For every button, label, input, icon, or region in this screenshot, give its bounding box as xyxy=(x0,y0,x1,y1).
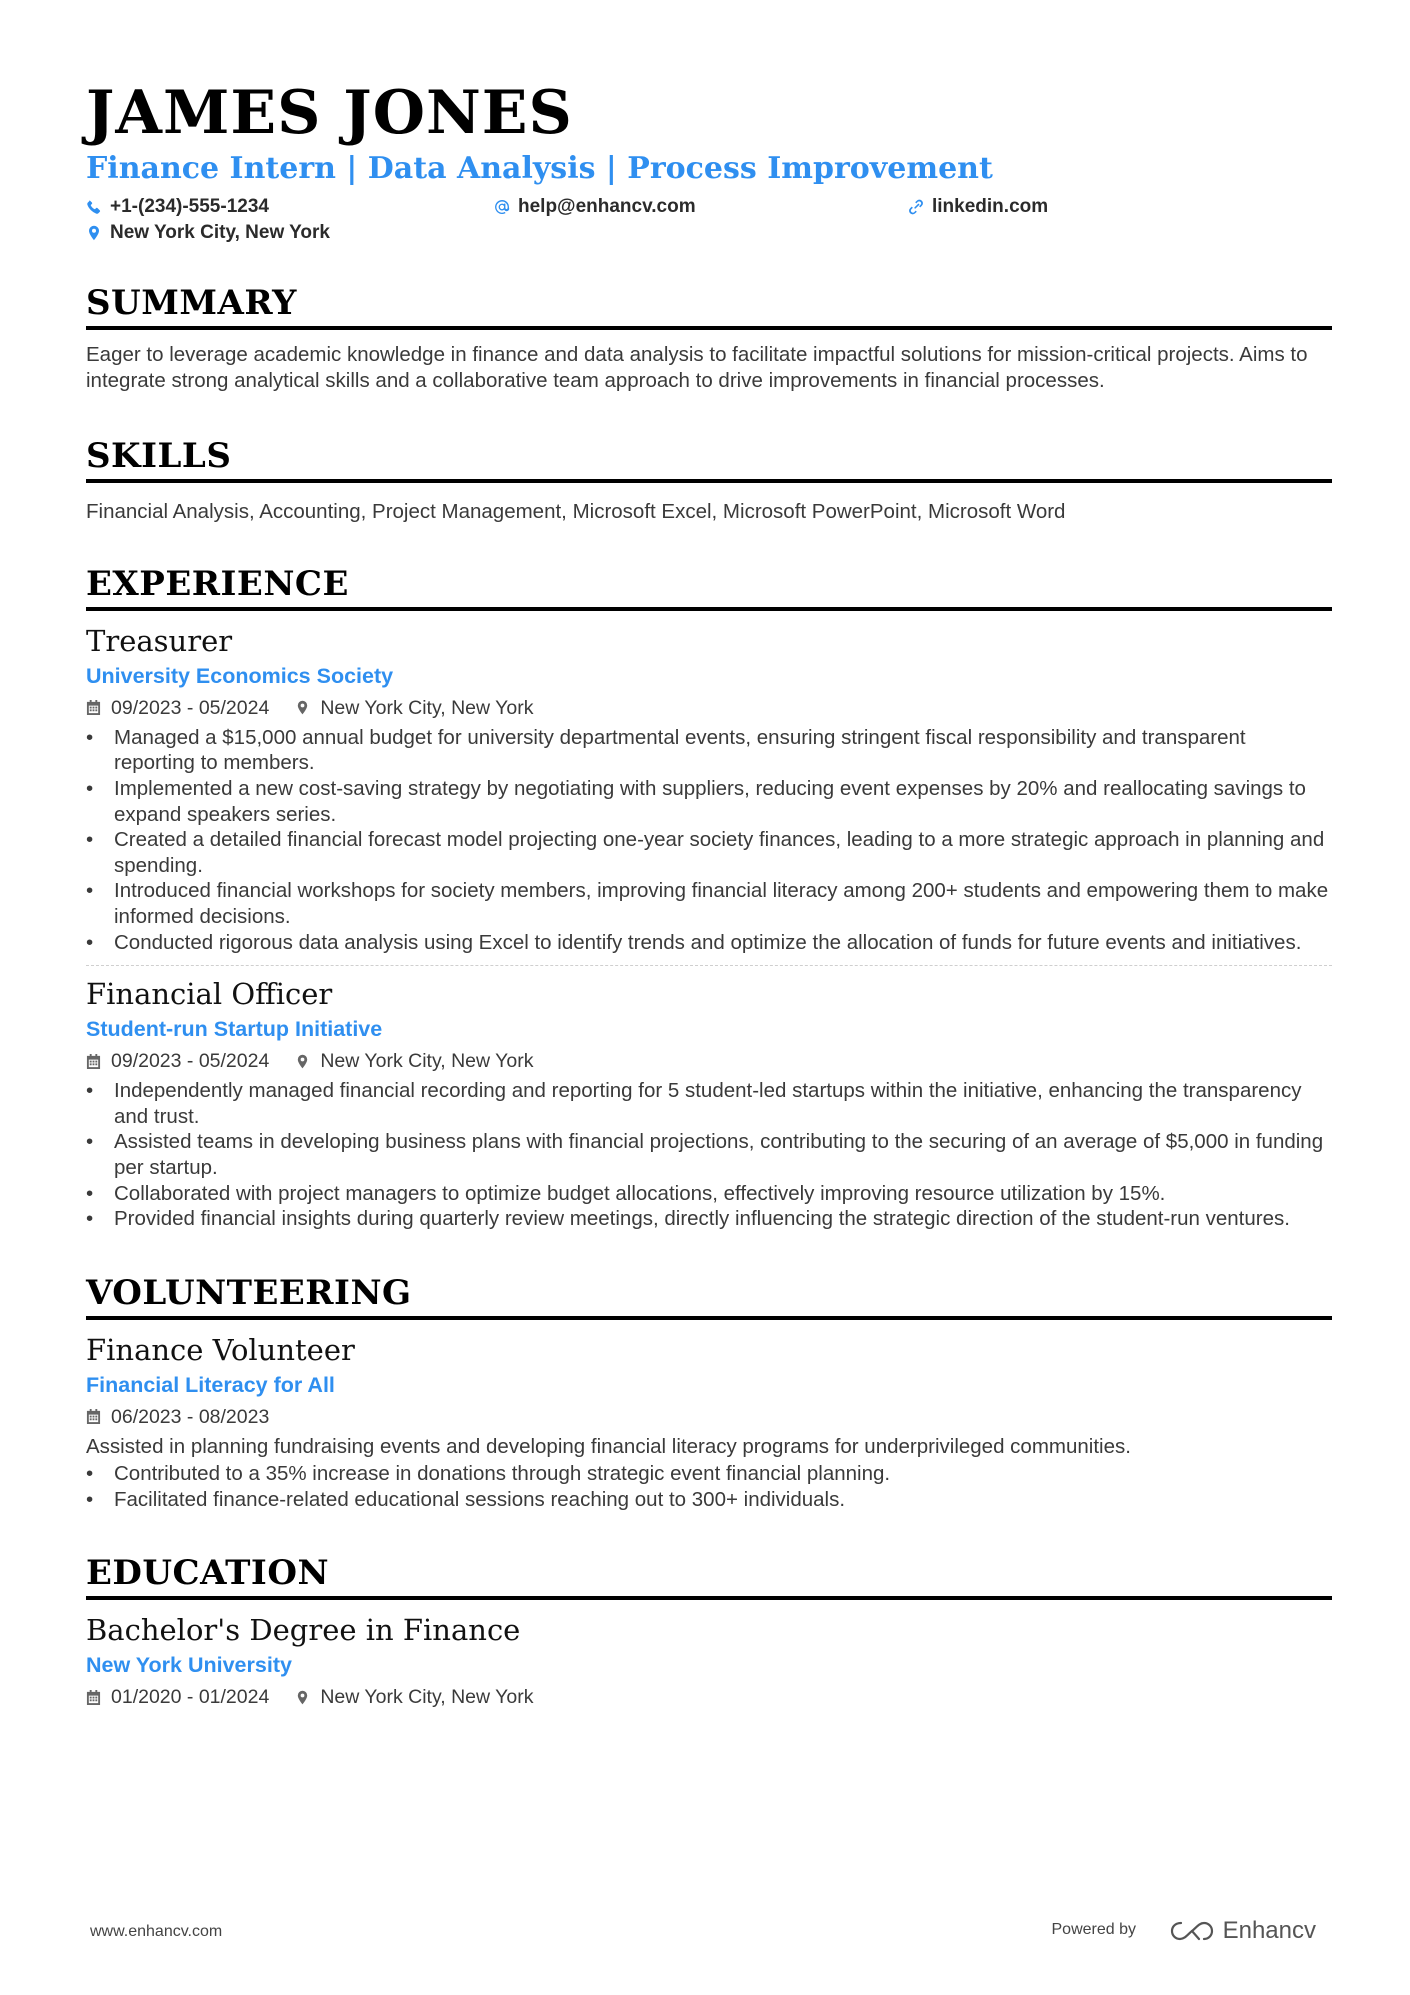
job-bullets xyxy=(86,725,1332,955)
volunteer-organization: Financial Literacy for All xyxy=(86,1372,335,1397)
job-role: Financial Officer xyxy=(86,977,333,1012)
list-item: • Introduced financial workshops for society members, improving financial literacy among 200+ students and empowering them to make informed decisions. xyxy=(86,878,1332,929)
volunteer-meta xyxy=(86,1402,1332,1432)
summary-text: Eager to leverage academic knowledge in finance and data analysis to facilitate impactful solutions for mission-critical projects. Aims to integrate strong analytical skills and a collaborative team approach to drive improvements in financial processes. xyxy=(86,343,1308,392)
school: New York University xyxy=(86,1653,292,1678)
experience-entry xyxy=(86,976,1332,1232)
map-pin-icon xyxy=(295,700,310,715)
entry-divider xyxy=(86,965,1332,966)
list-item: • Independently managed financial recording and reporting for 5 student-led startups within the initiative, enhancing the transparency and trust. xyxy=(86,1078,1332,1129)
job-location-text: New York City, New York xyxy=(320,1050,534,1073)
map-pin-icon xyxy=(295,1690,310,1705)
education-section xyxy=(86,1552,1332,1712)
education-location xyxy=(295,1682,533,1712)
calendar-icon xyxy=(86,1690,101,1705)
candidate-name: JAMES JONES xyxy=(86,78,573,148)
phone-text: +1-(234)-555-1234 xyxy=(110,196,269,217)
volunteering-heading: VOLUNTEERING xyxy=(86,1272,1332,1320)
enhancv-logo-icon xyxy=(1169,1919,1215,1943)
list-item: • Conducted rigorous data analysis using Excel to identify trends and optimize the allocation of funds for future events and initiatives. xyxy=(86,930,1332,956)
skills-section xyxy=(86,435,1332,525)
skills-text: Financial Analysis, Accounting, Project Management, Microsoft Excel, Microsoft PowerPoint, Microsoft Word xyxy=(86,500,1066,524)
job-dates-text: 09/2023 - 05/2024 xyxy=(111,696,270,719)
footer-powered-by: Powered by xyxy=(1051,1921,1136,1938)
experience-section xyxy=(86,563,1332,1232)
summary-heading: SUMMARY xyxy=(86,282,1332,330)
list-item: • Created a detailed financial forecast model projecting one-year society finances, leading to a more strategic approach in planning and spending. xyxy=(86,827,1332,878)
list-item: • Assisted teams in developing business plans with financial projections, contributing to the securing of an average of $5,000 in funding per startup. xyxy=(86,1129,1332,1180)
education-entry xyxy=(86,1612,1332,1712)
education-heading: EDUCATION xyxy=(86,1552,1332,1600)
volunteering-section xyxy=(86,1272,1332,1513)
at-icon xyxy=(494,199,510,215)
map-pin-icon xyxy=(86,225,102,241)
job-meta xyxy=(86,693,1332,723)
skills-heading: SKILLS xyxy=(86,435,1332,483)
job-location-text: New York City, New York xyxy=(320,696,534,719)
enhancv-logo[interactable] xyxy=(1169,1917,1316,1945)
job-location xyxy=(295,1046,533,1076)
job-organization: University Economics Society xyxy=(86,663,394,688)
volunteer-role: Finance Volunteer xyxy=(86,1332,355,1367)
link-icon xyxy=(908,199,924,215)
footer-site-link[interactable]: www.enhancv.com xyxy=(90,1923,223,1940)
volunteer-bullets xyxy=(86,1461,1332,1512)
job-role: Treasurer xyxy=(86,623,233,658)
volunteer-dates xyxy=(86,1402,269,1432)
list-item: • Facilitated finance-related educational sessions reaching out to 300+ individuals. xyxy=(86,1487,1332,1513)
page-footer xyxy=(90,1917,1316,1947)
enhancv-brand-text: Enhancv xyxy=(1222,1917,1316,1944)
volunteer-dates-text: 06/2023 - 08/2023 xyxy=(111,1405,270,1428)
phone-icon xyxy=(86,199,102,215)
job-location xyxy=(295,693,533,723)
job-dates xyxy=(86,693,269,723)
list-item: • Provided financial insights during quarterly review meetings, directly influencing the strategic direction of the student-run ventures. xyxy=(86,1206,1332,1232)
contact-email[interactable] xyxy=(494,196,696,218)
email-text: help@enhancv.com xyxy=(518,196,696,217)
education-dates xyxy=(86,1682,269,1712)
linkedin-text: linkedin.com xyxy=(932,196,1049,217)
volunteer-description: Assisted in planning fundraising events and developing financial literacy programs for underprivileged communities. xyxy=(86,1434,1131,1458)
job-bullets xyxy=(86,1078,1332,1232)
calendar-icon xyxy=(86,1409,101,1424)
list-item: • Collaborated with project managers to optimize budget allocations, effectively improving resource utilization by 15%. xyxy=(86,1181,1332,1207)
job-meta xyxy=(86,1046,1332,1076)
list-item: • Implemented a new cost-saving strategy by negotiating with suppliers, reducing event expenses by 20% and reallocating savings to expand speakers series. xyxy=(86,776,1332,827)
location-text: New York City, New York xyxy=(110,222,330,243)
contact-location xyxy=(86,222,330,244)
education-dates-text: 01/2020 - 01/2024 xyxy=(111,1686,270,1709)
contact-phone[interactable] xyxy=(86,196,269,218)
experience-entry xyxy=(86,623,1332,955)
education-location-text: New York City, New York xyxy=(320,1686,534,1709)
calendar-icon xyxy=(86,1054,101,1069)
degree: Bachelor's Degree in Finance xyxy=(86,1613,521,1648)
education-meta xyxy=(86,1682,1332,1712)
candidate-title: Finance Intern | Data Analysis | Process Improvement xyxy=(86,151,993,186)
list-item: • Contributed to a 35% increase in donations through strategic event financial planning. xyxy=(86,1461,1332,1487)
volunteer-entry xyxy=(86,1332,1332,1513)
list-item: • Managed a $15,000 annual budget for university departmental events, ensuring stringent fiscal responsibility and transparent reporting to members. xyxy=(86,725,1332,776)
experience-heading: EXPERIENCE xyxy=(86,563,1332,611)
contact-info xyxy=(86,190,1332,244)
contact-linkedin[interactable] xyxy=(908,196,1048,218)
calendar-icon xyxy=(86,700,101,715)
map-pin-icon xyxy=(295,1054,310,1069)
job-dates xyxy=(86,1046,269,1076)
resume-page xyxy=(86,78,1332,1712)
summary-section xyxy=(86,282,1332,393)
job-organization: Student-run Startup Initiative xyxy=(86,1017,383,1042)
job-dates-text: 09/2023 - 05/2024 xyxy=(111,1050,270,1073)
